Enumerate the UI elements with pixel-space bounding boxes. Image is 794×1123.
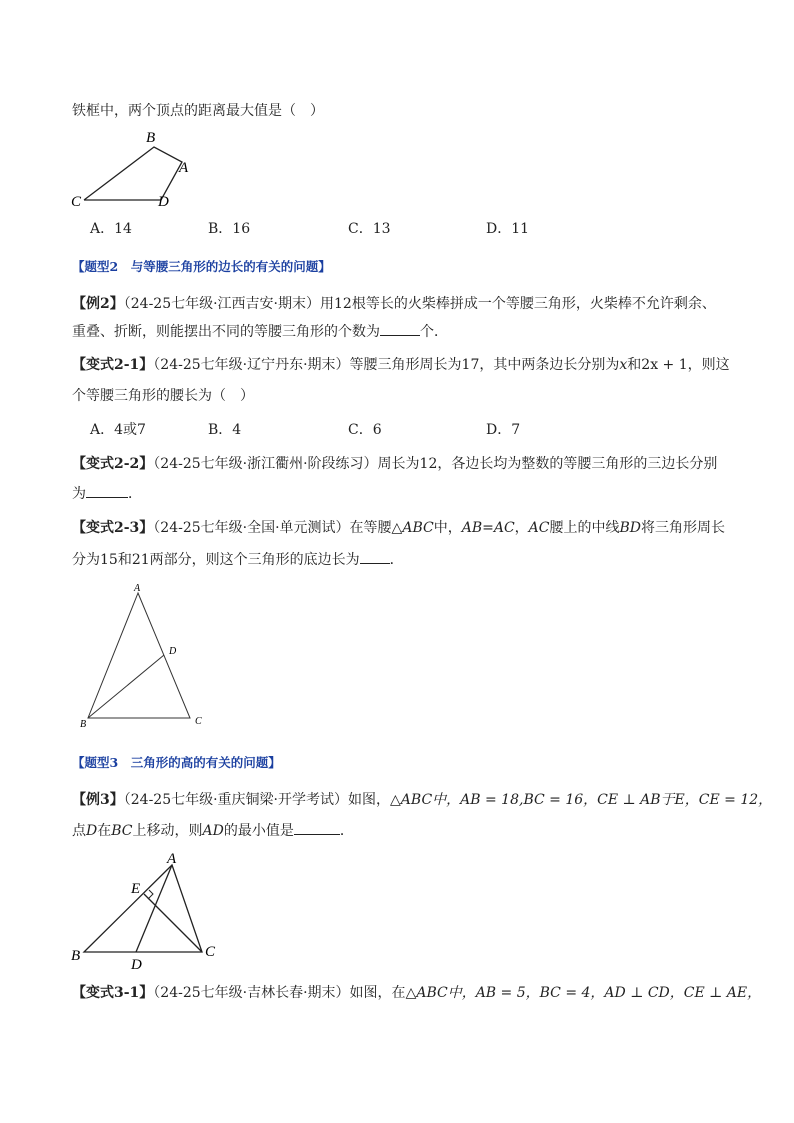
q1-option-d[interactable]: D．11 <box>486 221 530 237</box>
label-b: B <box>71 948 81 964</box>
v23-line2: 分为15和21两部分，则这个三角形的底边长为 ． <box>72 549 404 570</box>
label-b: B <box>80 719 87 730</box>
v23-line1: 【变式2-3】（24-25七年级·全国·单元测试）在等腰△ABC中，AB=AC，AC腰上的中线BD将三角形周长 <box>72 520 725 536</box>
label-d: D <box>131 957 142 973</box>
label-d: D <box>158 194 169 210</box>
v21-option-b[interactable]: B．4 <box>208 422 242 438</box>
label-a: A <box>179 160 189 176</box>
v22-line2: 为 ． <box>72 483 142 504</box>
q1-option-b[interactable]: B．16 <box>208 221 251 237</box>
q1-option-c[interactable]: C．13 <box>348 221 391 237</box>
v21-option-d[interactable]: D．7 <box>486 422 521 438</box>
topic2-title: 【题型2 与等腰三角形的边长的有关的问题】 <box>72 259 331 274</box>
v31-line1: 【变式3-1】（24-25七年级·吉林长春·期末）如图，在△ABC中，AB = 5，BC = 4，AD ⊥ CD，CE ⊥ AE， <box>72 985 762 1001</box>
topic3-title: 【题型3 三角形的高的有关的问题】 <box>72 755 281 770</box>
v21-option-c[interactable]: C．6 <box>348 422 382 438</box>
label-e: E <box>131 881 141 897</box>
q1-option-a[interactable]: A．14 <box>90 221 132 237</box>
v21-line2: 个等腰三角形的腰长为（ ） <box>72 388 254 404</box>
q1-text: 铁框中，两个顶点的距离最大值是（ ） <box>72 103 324 119</box>
label-a: A <box>167 851 177 867</box>
label-d: D <box>169 646 177 657</box>
v22-line1: 【变式2-2】（24-25七年级·浙江衢州·阶段练习）周长为12，各边长均为整数的等腰三角形的三边长分别 <box>72 456 718 472</box>
label-a: A <box>134 583 141 594</box>
v21-line1: 【变式2-1】（24-25七年级·辽宁丹东·期末）等腰三角形周长为17，其中两条边长分别为x和2x + 1，则这 <box>72 357 730 373</box>
label-c: C <box>195 716 202 727</box>
ex3-line1: 【例3】（24-25七年级·重庆铜梁·开学考试）如图，△ABC中，AB = 18,BC = 16，CE ⊥ AB于E，CE = 12， <box>72 792 773 808</box>
ex2-line1: 【例2】（24-25七年级·江西吉安·期末）用12根等长的火柴棒拼成一个等腰三角形，火柴棒不允许剩余、 <box>72 296 716 312</box>
label-b: B <box>146 130 156 146</box>
label-c: C <box>71 194 82 210</box>
ex2-line2: 重叠、折断，则能摆出不同的等腰三角形的个数为 个． <box>72 321 448 342</box>
label-c: C <box>205 944 216 960</box>
v21-option-a[interactable]: A．4或7 <box>90 422 146 438</box>
ex3-line2: 点D在BC上移动，则AD的最小值是 ． <box>72 820 354 841</box>
